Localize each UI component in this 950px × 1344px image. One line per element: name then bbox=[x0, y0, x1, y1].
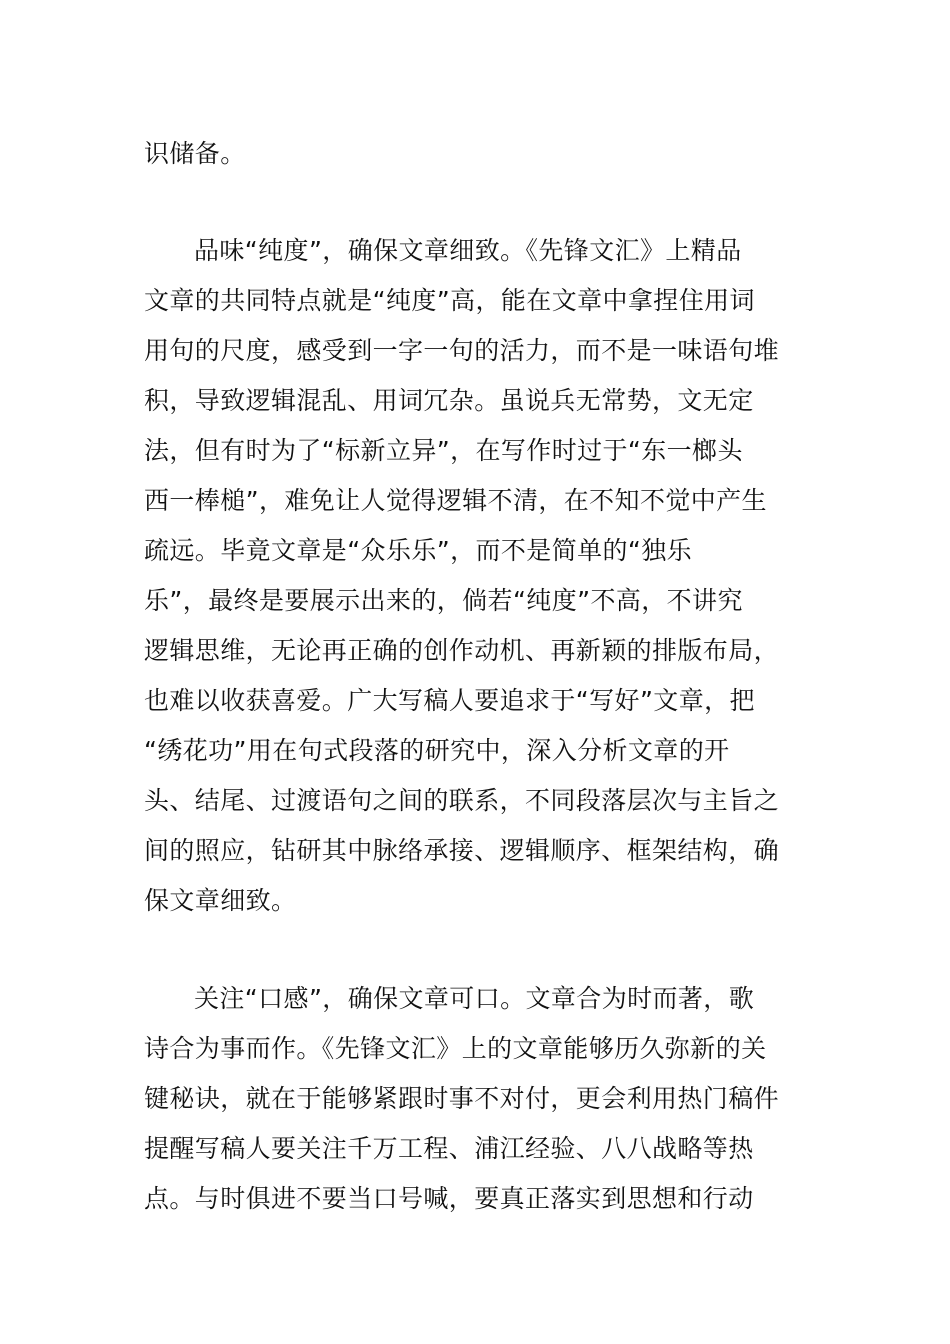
paragraph-line: 点。与时俱进不要当口号喊，要真正落实到思想和行动 bbox=[144, 1184, 754, 1213]
paragraph-line: 乐”，最终是要展示出来的，倘若“纯度”不高，不讲究 bbox=[144, 586, 743, 615]
paragraph-line: 保文章细致。 bbox=[144, 886, 297, 915]
paragraph-line: 也难以收获喜爱。广大写稿人要追求于“写好”文章，把 bbox=[144, 686, 755, 715]
paragraph-line: 法，但有时为了“标新立异”，在写作时过于“东一榔头 bbox=[144, 436, 743, 465]
paragraph-line: 用句的尺度，感受到一字一句的活力，而不是一味语句堆 bbox=[144, 336, 780, 365]
paragraph-line: 西一棒槌”，难免让人觉得逻辑不清，在不知不觉中产生 bbox=[144, 486, 767, 515]
paragraph-line: 键秘诀，就在于能够紧跟时事不对付，更会利用热门稿件 bbox=[144, 1084, 780, 1113]
paragraph-line: 品味“纯度”，确保文章细致。《先锋文汇》上精品 bbox=[194, 236, 742, 265]
paragraph-line: 间的照应，钻研其中脉络承接、逻辑顺序、框架结构，确 bbox=[144, 836, 780, 865]
paragraph-line: 文章的共同特点就是“纯度”高，能在文章中拿捏住用词 bbox=[144, 286, 755, 315]
carryover-text-line: 识储备。 bbox=[144, 139, 246, 168]
paragraph-line: 诗合为事而作。《先锋文汇》上的文章能够历久弥新的关 bbox=[144, 1034, 767, 1063]
paragraph-line: 头、结尾、过渡语句之间的联系，不同段落层次与主旨之 bbox=[144, 786, 780, 815]
paragraph-line: 疏远。毕竟文章是“众乐乐”，而不是简单的“独乐 bbox=[144, 536, 693, 565]
paragraph-line: 提醒写稿人要关注千万工程、浦江经验、八八战略等热 bbox=[144, 1134, 754, 1163]
paragraph-line: 逻辑思维，无论再正确的创作动机、再新颖的排版布局， bbox=[144, 636, 780, 665]
paragraph-line: 关注“口感”，确保文章可口。文章合为时而著，歌 bbox=[194, 984, 755, 1013]
paragraph-line: “绣花功”用在句式段落的研究中，深入分析文章的开 bbox=[144, 736, 730, 765]
paragraph-line: 积，导致逻辑混乱、用词冗杂。虽说兵无常势，文无定 bbox=[144, 386, 754, 415]
